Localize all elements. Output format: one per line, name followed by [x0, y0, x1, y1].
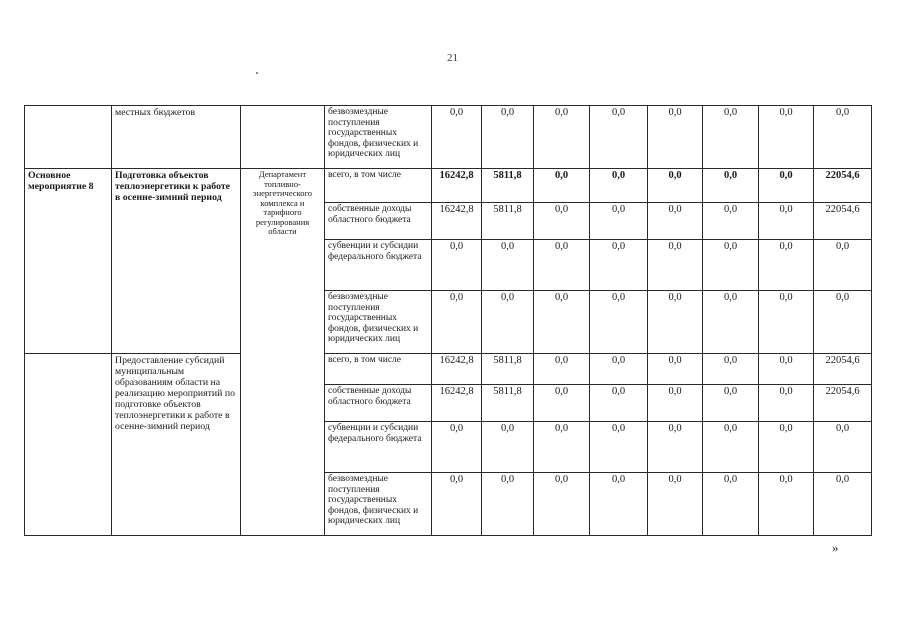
funding-source-cell: всего, в том числе: [325, 354, 432, 385]
value-cell: 22054,6: [814, 354, 872, 385]
measure-label-cell: Основное мероприятие 8: [25, 169, 112, 354]
table-row: [25, 106, 872, 169]
value-cell: 0,0: [432, 422, 482, 473]
department-cell: Департамент топливно-энергетического комплекса и тарифного регулирования области: [241, 169, 325, 536]
funding-source-cell: собственные доходы областного бюджета: [325, 385, 432, 422]
value-cell: 0,0: [648, 203, 703, 240]
funding-source-cell: субвенции и субсидии федерального бюджета: [325, 422, 432, 473]
value-cell: 0,0: [534, 385, 590, 422]
value-cell: 0,0: [703, 473, 759, 536]
budget-table: [24, 105, 872, 536]
value-cell: 0,0: [648, 240, 703, 291]
value-cell: 0,0: [703, 240, 759, 291]
measure-title-cell: Подготовка объектов теплоэнергетики к работе в осенне-зимний период: [112, 169, 241, 354]
closing-quote: »: [832, 540, 839, 555]
funding-source-cell: всего, в том числе: [325, 169, 432, 203]
table-row: [25, 169, 872, 203]
subsidy-title-cell: Предоставление субсидий муниципальным образованиям области на реализацию мероприятий по подготовке объектов теплоэнергетики к работе в осенне-зимний период: [112, 354, 241, 536]
value-cell: 16242,8: [432, 169, 482, 203]
measure-label-cell: [25, 354, 112, 536]
value-cell: 0,0: [534, 203, 590, 240]
value-cell: 0,0: [814, 422, 872, 473]
value-cell: 22054,6: [814, 203, 872, 240]
value-cell: 0,0: [590, 385, 648, 422]
value-cell: 5811,8: [482, 354, 534, 385]
page-number: 21: [447, 52, 458, 64]
value-cell: 0,0: [703, 385, 759, 422]
funding-source-cell: безвозмездные поступления государственных фондов, физических и юридических лиц: [325, 473, 432, 536]
value-cell: 5811,8: [482, 169, 534, 203]
value-cell: 0,0: [759, 385, 814, 422]
value-cell: 0,0: [534, 473, 590, 536]
value-cell: 0,0: [759, 203, 814, 240]
value-cell: 0,0: [703, 291, 759, 354]
value-cell: 0,0: [759, 422, 814, 473]
value-cell: 0,0: [534, 422, 590, 473]
value-cell: 0,0: [759, 291, 814, 354]
value-cell: 0,0: [814, 106, 872, 169]
value-cell: 0,0: [814, 240, 872, 291]
value-cell: 0,0: [482, 106, 534, 169]
funding-source-cell: собственные доходы областного бюджета: [325, 203, 432, 240]
value-cell: 0,0: [534, 240, 590, 291]
value-cell: 16242,8: [432, 203, 482, 240]
value-cell: 0,0: [759, 169, 814, 203]
value-cell: 0,0: [482, 291, 534, 354]
department-cell: [241, 106, 325, 169]
value-cell: 0,0: [590, 203, 648, 240]
value-cell: 0,0: [759, 240, 814, 291]
value-cell: 0,0: [703, 422, 759, 473]
value-cell: 0,0: [482, 240, 534, 291]
value-cell: 0,0: [534, 169, 590, 203]
value-cell: 0,0: [703, 169, 759, 203]
funding-source-cell: субвенции и субсидии федерального бюджета: [325, 240, 432, 291]
value-cell: 0,0: [534, 354, 590, 385]
value-cell: 0,0: [482, 473, 534, 536]
value-cell: 0,0: [703, 354, 759, 385]
value-cell: 0,0: [590, 354, 648, 385]
value-cell: 0,0: [759, 106, 814, 169]
value-cell: 22054,6: [814, 169, 872, 203]
value-cell: 0,0: [590, 106, 648, 169]
value-cell: 0,0: [648, 291, 703, 354]
value-cell: 0,0: [648, 169, 703, 203]
value-cell: 0,0: [648, 473, 703, 536]
measure-label-cell: [25, 106, 112, 169]
value-cell: 0,0: [534, 106, 590, 169]
value-cell: 0,0: [432, 291, 482, 354]
value-cell: 0,0: [432, 240, 482, 291]
value-cell: 0,0: [703, 106, 759, 169]
value-cell: 0,0: [703, 203, 759, 240]
value-cell: 0,0: [648, 422, 703, 473]
value-cell: 16242,8: [432, 354, 482, 385]
value-cell: 0,0: [590, 422, 648, 473]
value-cell: 0,0: [432, 106, 482, 169]
value-cell: 0,0: [432, 473, 482, 536]
value-cell: 5811,8: [482, 385, 534, 422]
value-cell: 0,0: [534, 291, 590, 354]
value-cell: 0,0: [814, 473, 872, 536]
value-cell: 0,0: [759, 473, 814, 536]
funding-source-cell: безвозмездные поступления государственных фондов, физических и юридических лиц: [325, 291, 432, 354]
funding-source-cell: безвозмездные поступления государственных фондов, физических и юридических лиц: [325, 106, 432, 169]
value-cell: 0,0: [814, 291, 872, 354]
value-cell: 0,0: [482, 422, 534, 473]
measure-title-cell: местных бюджетов: [112, 106, 241, 169]
value-cell: 0,0: [759, 354, 814, 385]
value-cell: 0,0: [648, 354, 703, 385]
value-cell: 0,0: [590, 240, 648, 291]
value-cell: 0,0: [590, 169, 648, 203]
table-row: [25, 354, 872, 385]
value-cell: 22054,6: [814, 385, 872, 422]
value-cell: 5811,8: [482, 203, 534, 240]
value-cell: 0,0: [590, 473, 648, 536]
value-cell: 0,0: [648, 385, 703, 422]
value-cell: 0,0: [590, 291, 648, 354]
value-cell: 16242,8: [432, 385, 482, 422]
value-cell: 0,0: [648, 106, 703, 169]
scan-speck: [256, 72, 258, 74]
